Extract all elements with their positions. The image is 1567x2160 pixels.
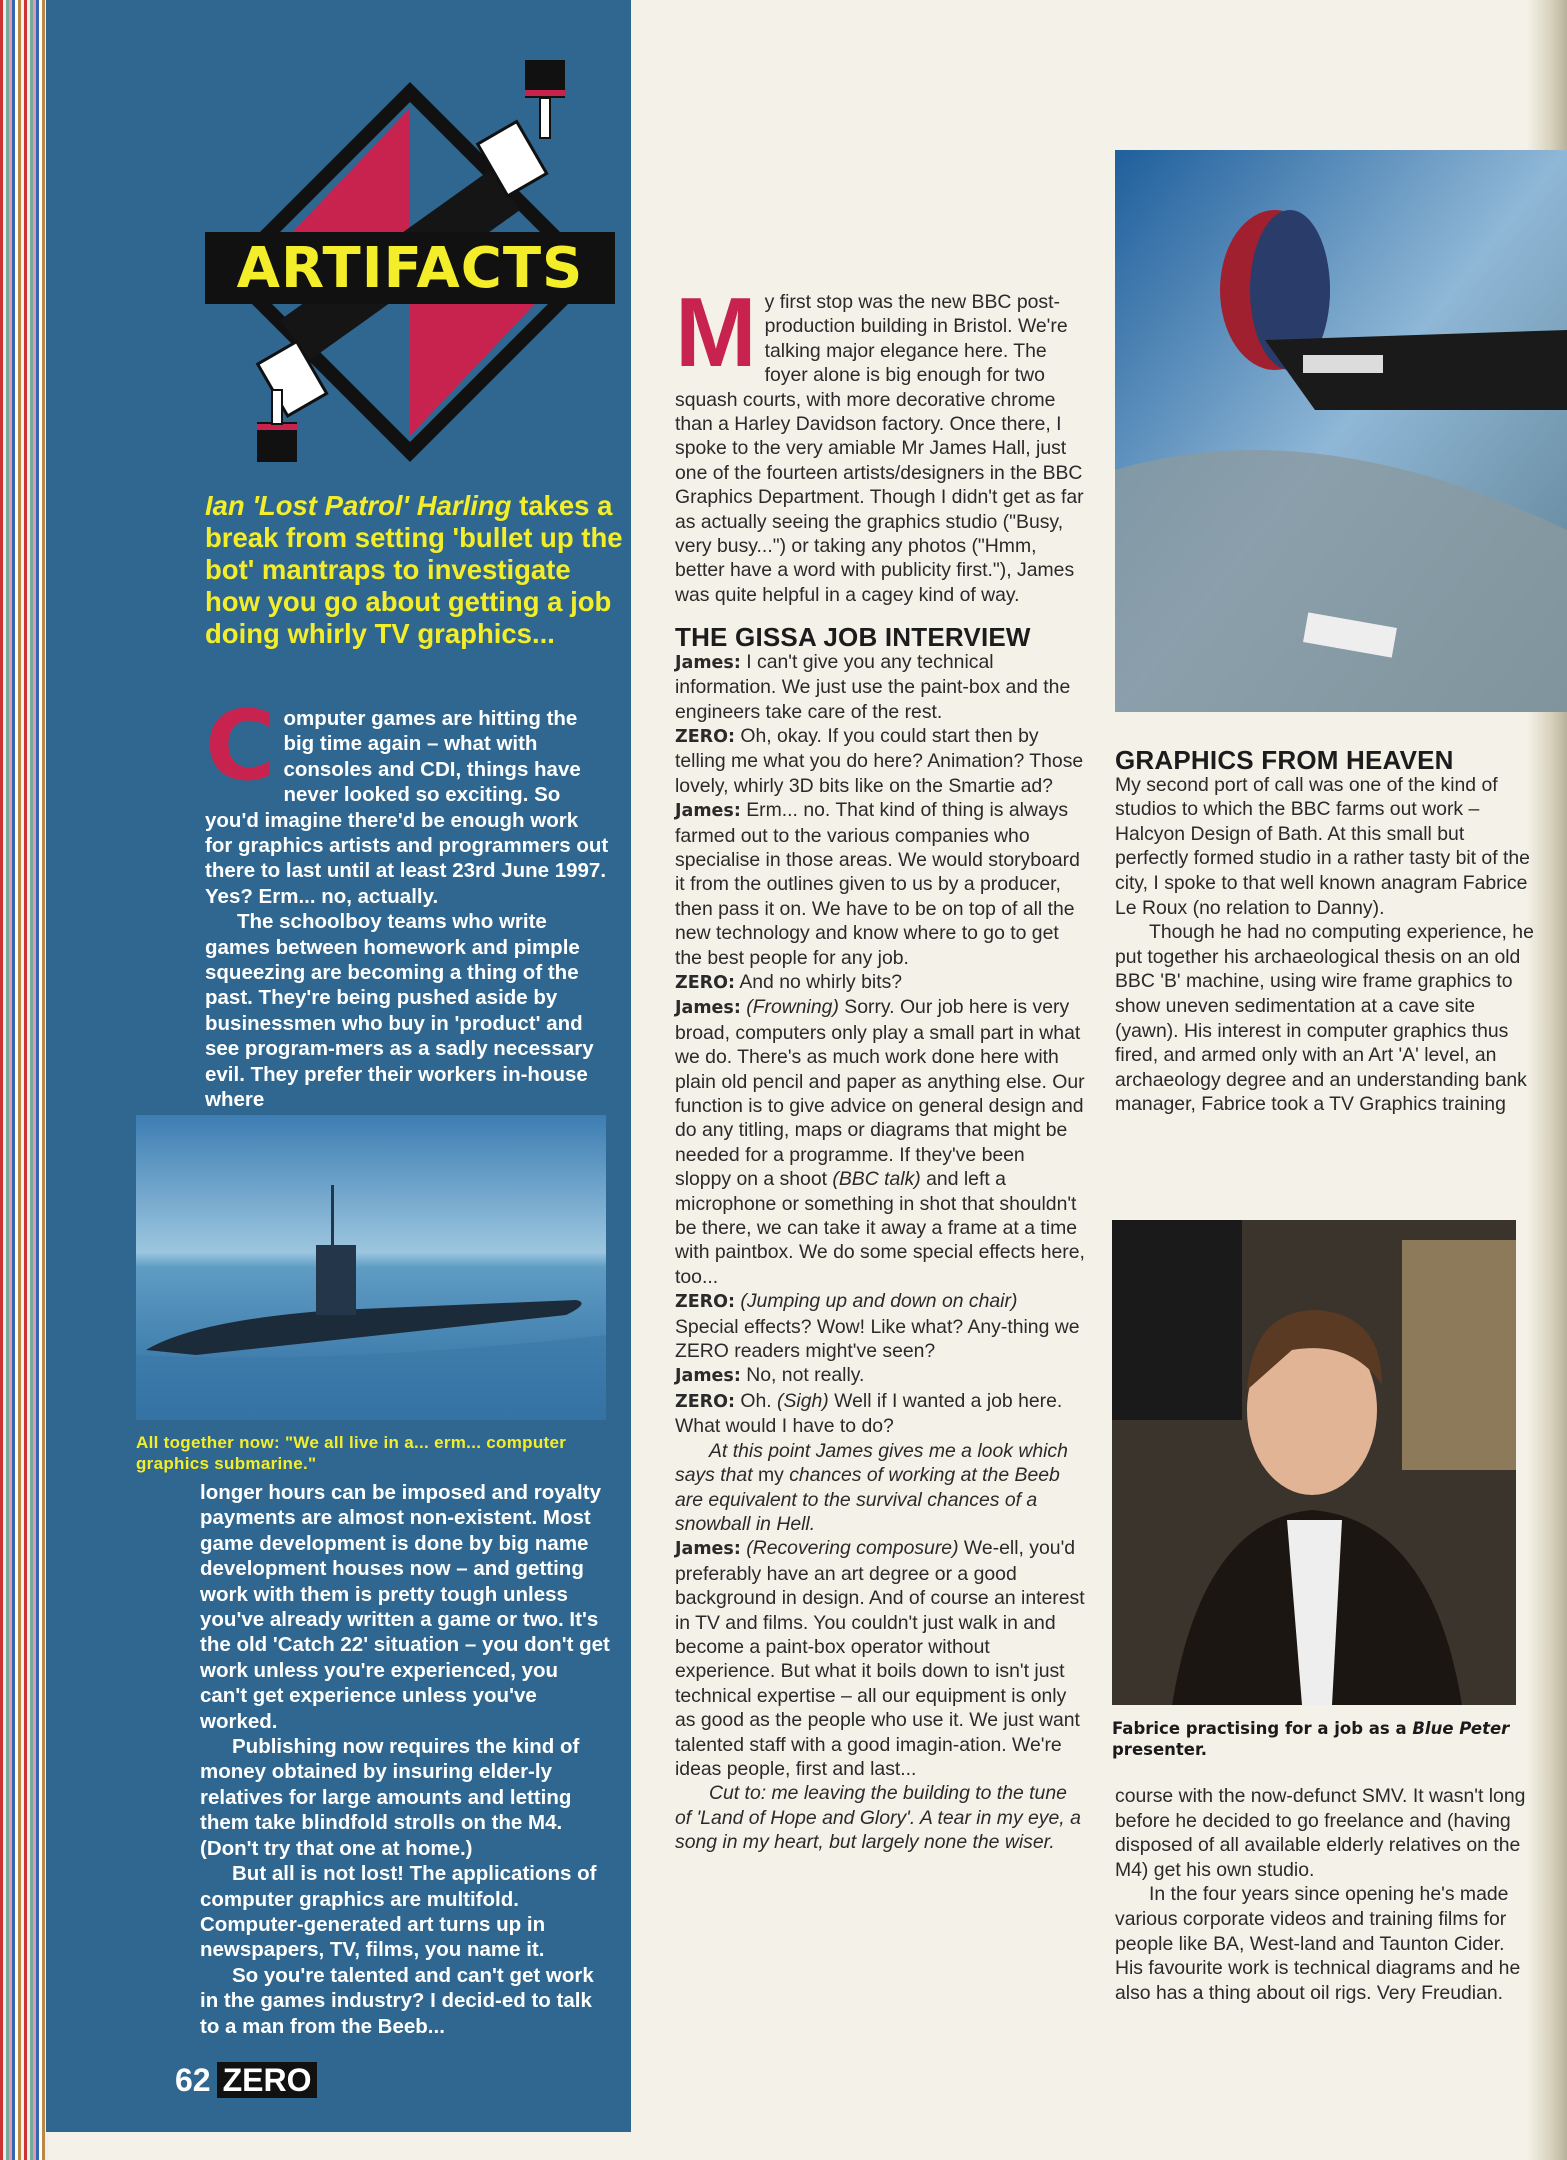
speaker-label: ZERO: (675, 972, 735, 993)
page-number: 62 (175, 2062, 211, 2098)
interview-line (675, 650, 1085, 724)
interview-line (675, 724, 1085, 798)
caption-italic: Blue Peter (1412, 1719, 1510, 1738)
submarine-tower (316, 1245, 356, 1315)
interview-text: Oh. (735, 1389, 778, 1412)
stage-direction: (Sigh) (777, 1389, 829, 1412)
section-heading-heaven: GRAPHICS FROM HEAVEN (1115, 745, 1454, 775)
interview (675, 650, 1085, 1855)
interview-line (675, 970, 1085, 995)
body-paragraph: Publishing now requires the kind of money obtained by insuring elder-ly relatives for large amounts and letting them take blindfold strolls on the M4. (Don't try that one at home.) (200, 1735, 580, 1860)
intro-paragraph: y first stop was the new BBC post-production building in Bristol. We're talking major elegance here. The foyer alone is big enough for two squash courts, with more decorative chrome than a Harley Davidson factory. Once there, I spoke to the very amiable Mr James Hall, just one of the fourteen artists/designers in the BBC Graphics Department. Though I didn't get as far as actually seeing the graphics studio ("Busy, very busy...") or taking any photos ("Hmm, better have a word with publicity first."), James was quite helpful in a cagey kind of way. (675, 291, 1084, 606)
speaker-label: ZERO: (675, 1391, 735, 1412)
standfirst-text: takes a break from setting 'bullet up the bot' mantraps to investigate how you go about getting a job doing whirly TV graphics... (205, 490, 623, 649)
interview-text: Special effects? Wow! Like what? Any-thing we ZERO readers might've seen? (675, 1315, 1080, 1363)
right-column-bottom (1115, 1784, 1535, 2005)
body-paragraph: Though he had no computing experience, he put together his archaeological thesis on an old BBC 'B' machine, using wire frame graphics to show uneven sedimentation at a cave site (yawn). His interest in computer graphics thus fired, and armed only with an Art 'A' level, an archaeology degree and an understanding bank manager, Fabrice took a TV Graphics training (1115, 921, 1534, 1116)
body-paragraph: My second port of call was one of the kind of studios to which the BBC farms out work – Halcyon Design of Bath. At this small but perfectly formed studio in a rather tasty bit of the city, I spoke to that well known anagram Fabrice Le Roux (no relation to Danny). (1115, 773, 1530, 919)
interview-text: my (752, 1464, 790, 1487)
interview-line (675, 1536, 1085, 1781)
stage-direction: (BBC talk) (832, 1168, 921, 1191)
body-paragraph: longer hours can be imposed and royalty payments are almost non-existent. Most game development is done by big name development houses now – and getting work with them is pretty tough unless you've already written a game or two. It's the old 'Catch 22' situation – you don't get work unless you're experienced, you can't get experience unless you've worked. (200, 1481, 610, 1733)
body-paragraph: The schoolboy teams who write games between homework and pimple squeezing are becoming a thing of the past. They're being pushed aside by businessmen who buy in 'product' and see program-mers as a sadly necessary evil. They prefer their workers in-house where (205, 910, 594, 1112)
middle-column (675, 277, 1085, 1855)
interview-text: We-ell, you'd preferably have an art degree or a good background in design. And of course an interest in TV and films. You couldn't just walk in and become a paint-box operator without experience. But what it boils down to isn't just technical expertise – all our equipment is only as good as the people who use it. We just want talented staff with a good imagin-ation. We're ideas people, first and last... (675, 1537, 1085, 1780)
fabrice-photo (1112, 1220, 1516, 1705)
drop-cap-m: M (675, 277, 757, 387)
caption-text: presenter. (1112, 1740, 1208, 1759)
author-name: Ian 'Lost Patrol' Harling (205, 490, 512, 521)
body-paragraph: omputer games are hitting the big time again – what with consoles and CDI, things have never looked so exciting. So you'd imagine there'd be enough work for graphics artists and programmers out there to last until at least 23rd June 1997. Yes? Erm... no, actually. (205, 707, 609, 908)
left-body-bottom (200, 1480, 610, 2039)
drop-cap-c: C (205, 690, 276, 802)
interview-text: Sorry. Our job here is very broad, computers only play a small part in what we do. There's as much work done here with plain old pencil and paper as anything else. Our function is to give advice on general design and do any titling, maps or diagrams that might be needed for a programme. If they've been sloppy on a shoot (675, 996, 1085, 1191)
speaker-label: James: (675, 1539, 741, 1560)
interview-line (675, 1781, 1085, 1854)
logo-title: ARTIFACTS (236, 236, 584, 301)
folio (175, 2062, 317, 2099)
interview-text: Erm... no. That kind of thing is always farmed out to the various companies who specialise in those areas. We would storyboard it from the outlines given to us by a producer, then pass it on. We have to be on top of all the new technology and know where to go to get the best people for any job. (675, 799, 1080, 969)
right-column-top (1115, 745, 1535, 1117)
interview-text: Well if I wanted a job here. What would I have to do? (675, 1389, 1063, 1438)
stage-direction: (Recovering composure) (740, 1537, 959, 1560)
page-edge-stripes (0, 0, 48, 2160)
speaker-label: ZERO: (675, 1292, 735, 1313)
speaker-label: James: (675, 652, 741, 673)
interview-line (675, 1363, 1085, 1388)
interview-line (675, 1439, 1085, 1537)
stage-direction: (Frowning) (740, 996, 839, 1019)
interview-text: and left a microphone or something in shot that shouldn't be there, we can take it away a frame at a time with paintbox. We do some special effects here, too... (675, 1168, 1085, 1288)
speaker-label: ZERO: (675, 726, 735, 747)
interview-text: And no whirly bits? (735, 970, 903, 993)
interview-text: I can't give you any technical information. We just use the paint-box and the engineers take care of the rest. (675, 650, 1071, 723)
standfirst (205, 490, 625, 650)
speaker-label: James: (675, 998, 741, 1019)
interview-text: No, not really. (740, 1364, 865, 1387)
submarine-caption: All together now: "We all live in a... erm... computer graphics submarine." (136, 1433, 567, 1473)
caption-text: Fabrice practising for a job as a (1112, 1719, 1413, 1738)
speaker-label: James: (675, 801, 741, 822)
stage-direction: chances of working at the Beeb are equivalent to the survival chances of a snowball in Hell. (675, 1464, 1060, 1535)
left-body-top (205, 690, 610, 1113)
stage-direction: Cut to: me leaving the building to the tune of 'Land of Hope and Glory'. A tear in my eye, a song in my heart, but largely none the wiser. (675, 1782, 1081, 1854)
body-paragraph: But all is not lost! The applications of computer graphics are multifold. Computer-generated art turns up in newspapers, TV, films, you name it. (200, 1862, 597, 1962)
stage-direction: At this point James gives me a look which says that (675, 1439, 1068, 1487)
photo-caption (1112, 1718, 1522, 1760)
plane-graphic-image (1115, 150, 1567, 712)
magazine-name: ZERO (217, 2062, 318, 2098)
interview-line (675, 798, 1085, 970)
submarine-image (136, 1115, 606, 1420)
body-paragraph: In the four years since opening he's made various corporate videos and training films for people like BA, West-land and Taunton Cider. His favourite work is technical diagrams and he also has a thing about oil rigs. Very Freudian. (1115, 1883, 1521, 2004)
interview-line (675, 1389, 1085, 1439)
interview-line (675, 1289, 1085, 1363)
interview-line (675, 995, 1085, 1289)
interview-text: Oh, okay. If you could start then by telling me what you do here? Animation? Those lovely, whirly 3D bits like on the Smartie ad? (675, 724, 1084, 797)
body-paragraph: So you're talented and can't get work in the games industry? I decid-ed to talk to a man from the Beeb... (200, 1963, 594, 2038)
body-paragraph: course with the now-defunct SMV. It wasn't long before he decided to go freelance and (having disposed of all available elderly relatives on the M4) get his own studio. (1115, 1785, 1526, 1881)
section-heading-interview: THE GISSA JOB INTERVIEW (675, 622, 1031, 653)
speaker-label: James: (675, 1366, 741, 1387)
stage-direction: (Jumping up and down on chair) (735, 1290, 1018, 1313)
